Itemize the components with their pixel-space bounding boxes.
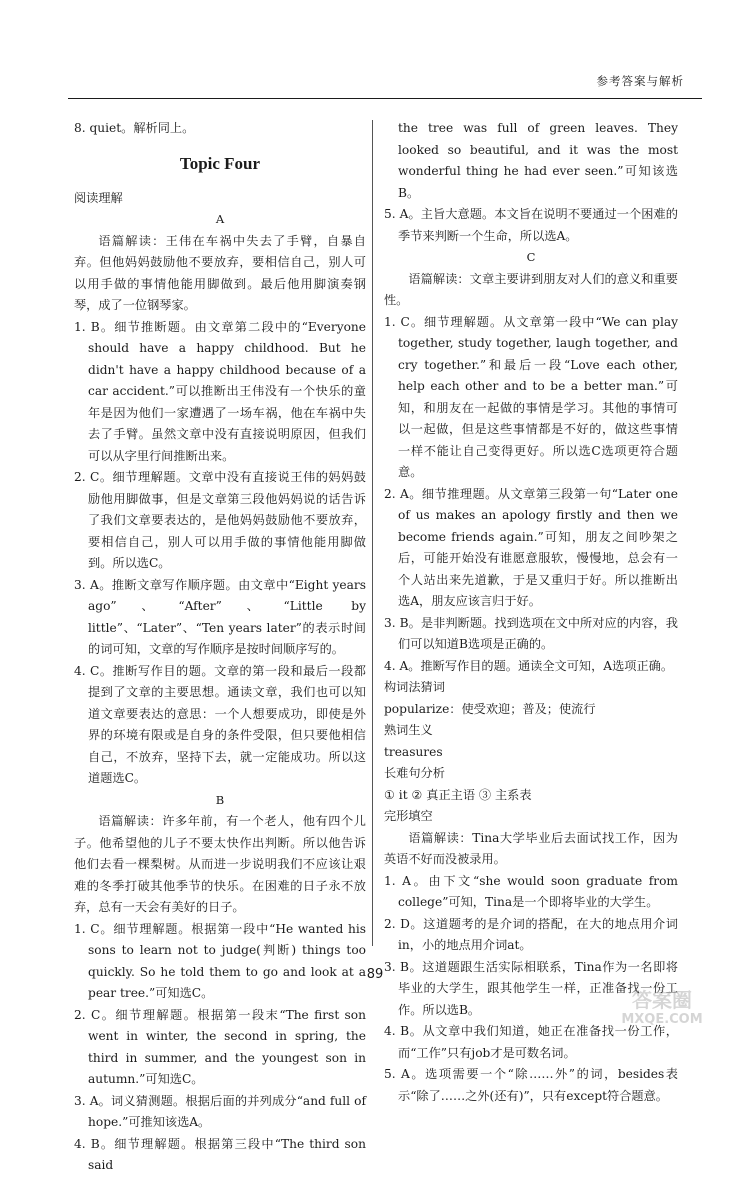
column-divider bbox=[372, 120, 373, 946]
long-sentence-content: ① it ② 真正主语 ③ 主系表 bbox=[384, 787, 532, 802]
passage-a-intro: 语篇解读：王伟在车祸中失去了手臂，自暴自弃。但他妈妈鼓励他不要放弃，要相信自己，别人可以用手做的事情他能用脚做到。最后他用脚演奏钢琴，成了一位钢琴家。 bbox=[74, 233, 366, 312]
topic-title: Topic Four bbox=[179, 153, 261, 173]
passage-b-intro: 语篇解读：许多年前，有一个老人，他有四个儿子。他希望他的儿子不要太快作出判断。所以他告诉他们去看一棵梨树。从而进一步说明我们不应该让艰难的冬季打破其他季节的快乐。在困难的日子永不放弃，总有一天会有美好的日子。 bbox=[74, 814, 366, 914]
answer-c1: 1. C。细节理解题。从文章第一段中“We can play together, study together, laugh together, and cry together.”和最后一段“Love each other, help each other and to be a better man.”可知，和朋友在一起做的事情是学习。其他的事情可以一起做，但是这些事情都是不好的，做这些事情一样不能让自己变得更好。所以选C选项更符合题意。 bbox=[384, 314, 678, 479]
watermark-domain: MXQE.COM bbox=[621, 1012, 703, 1025]
answer-b4: 4. B。细节理解题。根据第三段中“The third son said bbox=[74, 1136, 366, 1172]
word-formation-heading: 构词法猜词 bbox=[384, 680, 445, 694]
cloze-intro: 语篇解读：Tina大学毕业后去面试找工作，因为英语不好而没被录用。 bbox=[384, 830, 678, 866]
answer-a4: 4. C。推断写作目的题。文章的第一段和最后一段都提到了文章的主要思想。通读文章，我们也可以知道文章要表达的意思：一个人想要成功，即使是外界的环境有限或是自身的条件受限，但只要他相信自己，不放弃，坚持下去，就一定能成功。所以这道题选C。 bbox=[74, 663, 366, 785]
answer-c4: 4. A。推断写作目的题。通读全文可知，A选项正确。 bbox=[384, 658, 674, 673]
word-formation-content: popularize：使受欢迎；普及；使流行 bbox=[384, 701, 596, 716]
familiar-word-heading: 熟词生义 bbox=[384, 723, 433, 737]
answer-a1: 1. B。细节推断题。由文章第二段中的“Everyone should have a happy childhood. But he didn't have a happy childhood because of a car accident.”可以推断出王伟没有一个快乐的童年是因为他们一家遭遇了一场车祸，他在车祸中失去了手臂。虽然文章中没有直接说明原因，但我们可以从字里行间推断出来。 bbox=[74, 319, 366, 463]
page-number: 89 bbox=[366, 967, 384, 982]
passage-a-label: A bbox=[215, 212, 225, 226]
right-column bbox=[384, 118, 678, 1107]
page-header-title: 参考答案与解析 bbox=[596, 74, 684, 88]
answer-b3: 3. A。词义猜测题。根据后面的并列成分“and full of hope.”可推知该选A。 bbox=[74, 1093, 366, 1129]
answer-c2: 2. A。细节推理题。从文章第三段第一句“Later one of us makes an apology firstly and then we become friends again.”可知，朋友之间吵架之后，可能开始没有谁愿意服软，慢慢地，总会有一个人站出来先道歉，于是又重归于好。所以推断出选A，朋友应该言归于好。 bbox=[384, 486, 678, 608]
answer-b2: 2. C。细节理解题。根据第一段末“The first son went in winter, the second in spring, the third in summer, and the youngest son in autumn.”可知选C。 bbox=[74, 1007, 366, 1086]
passage-b-label: B bbox=[215, 792, 225, 807]
watermark-logo bbox=[592, 985, 732, 1025]
answer-a2: 2. C。细节理解题。文章中没有直接说王伟的妈妈鼓励他用脚做事，但是文章第三段他妈妈说的话告诉了我们文章要表达的，是他妈妈鼓励他不要放弃，要相信自己，别人可以用手做的事情他能用脚做到。所以选C。 bbox=[74, 470, 366, 570]
cloze-answer-1: 1. A。由下文“she would soon graduate from college”可知，Tina是一个即将毕业的大学生。 bbox=[384, 873, 678, 909]
answer-a3: 3. A。推断文章写作顺序题。由文章中“Eight years ago”、“After”、“Little by little”、“Later”、“Ten years later”的表示时间的词可知，文章的写作顺序是按时间顺序写的。 bbox=[74, 577, 366, 656]
familiar-word-content: treasures bbox=[384, 744, 443, 759]
passage-c-label: C bbox=[526, 250, 536, 264]
watermark-text: 答案圈 bbox=[632, 988, 692, 1012]
answer-b4-continued: the tree was full of green leaves. They looked so beautiful, and it was the most wonderful thing he had ever seen.”可知该选B。 bbox=[398, 121, 678, 200]
cloze-answer-2: 2. D。这道题考的是介词的搭配，在大的地点用介词in，小的地点用介词at。 bbox=[384, 916, 678, 952]
answer-b5: 5. A。主旨大意题。本文旨在说明不要通过一个困难的季节来判断一个生命，所以选A。 bbox=[384, 207, 678, 243]
long-sentence-heading: 长难句分析 bbox=[384, 766, 445, 780]
section-reading-heading: 阅读理解 bbox=[74, 190, 123, 205]
passage-c-intro: 语篇解读：文章主要讲到朋友对人们的意义和重要性。 bbox=[384, 271, 678, 307]
cloze-answer-4: 4. B。从文章中我们知道，她正在准备找一份工作，而“工作”只有job才是可数名词。 bbox=[384, 1024, 678, 1060]
cloze-answer-3: 3. B。这道题跟生活实际相联系，Tina作为一名即将毕业的大学生，跟其他学生一样，正准备找一份工作。所以选B。 bbox=[384, 959, 678, 1017]
left-column bbox=[74, 118, 366, 1177]
cloze-answer-5: 5. A。选项需要一个“除……外”的词，besides表示“除了……之外(还有)”，只有except符合题意。 bbox=[384, 1067, 678, 1103]
header-rule bbox=[68, 98, 702, 99]
answer-b1: 1. C。细节理解题。根据第一段中“He wanted his sons to learn not to judge(判断) things too quickly. So he told them to go and look at a pear tree.”可知选C。 bbox=[74, 921, 366, 1000]
answer-c3: 3. B。是非判断题。找到选项在文中所对应的内容，我们可以知道B选项是正确的。 bbox=[384, 615, 678, 651]
cloze-heading: 完形填空 bbox=[384, 809, 433, 823]
answer-q8: 8. quiet。解析同上。 bbox=[74, 121, 195, 135]
